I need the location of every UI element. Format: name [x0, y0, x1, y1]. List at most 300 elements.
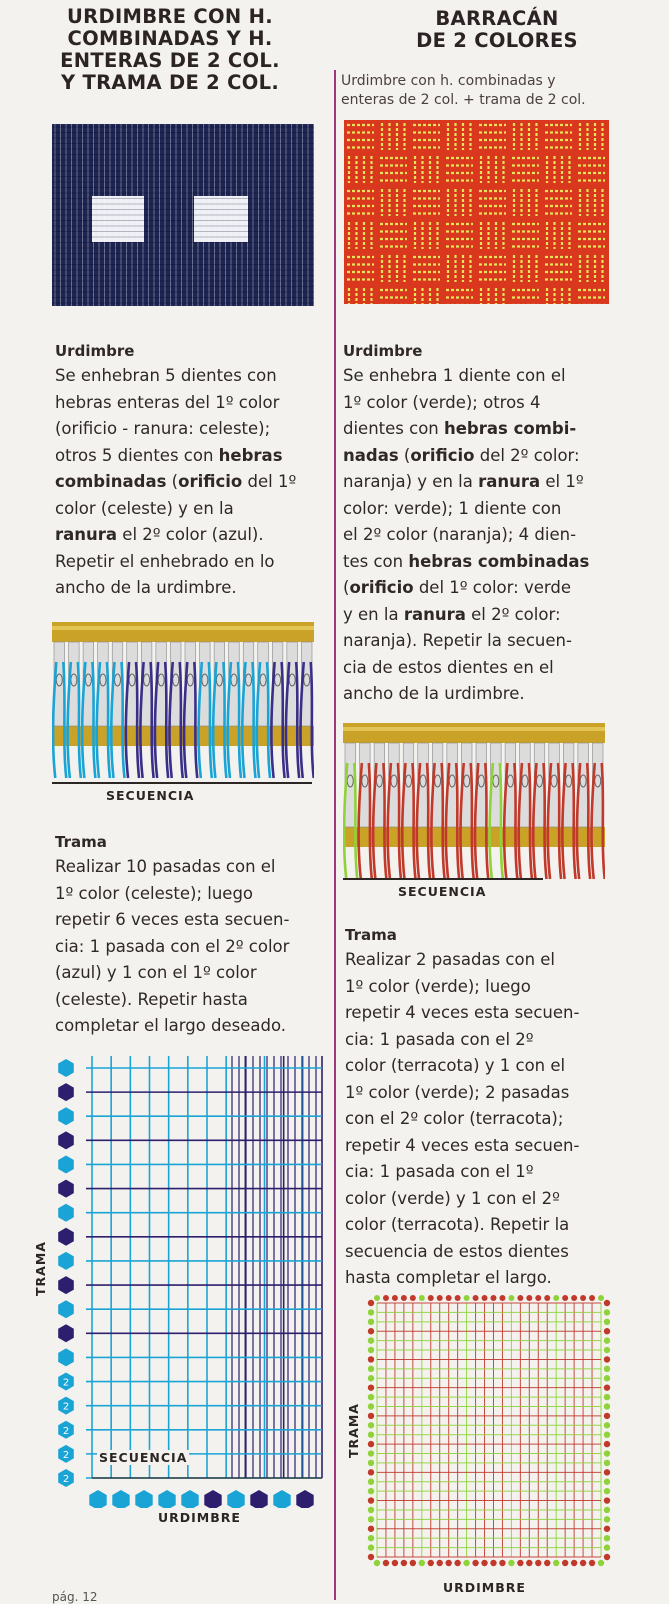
weft-marker: [58, 1180, 74, 1198]
text-line: [343, 575, 669, 602]
warp-marker: [535, 1560, 541, 1566]
left-fabric-photo: [52, 124, 314, 306]
weft-marker: [368, 1375, 374, 1381]
weft-marker: [368, 1432, 374, 1438]
warp-thread: [311, 662, 314, 778]
text-line: [345, 974, 669, 1001]
title-line: DE 2 COLORES: [416, 29, 578, 52]
warp-marker: [481, 1560, 487, 1566]
left-urdimbre-section: [55, 340, 327, 602]
bold-term: orificio: [178, 472, 243, 491]
warp-marker: [517, 1560, 523, 1566]
warp-marker: [158, 1490, 175, 1508]
text-segment: del 1º: [242, 472, 297, 491]
text-segment: color (terracota). Repetir la: [345, 1215, 570, 1234]
warp-marker: [374, 1295, 380, 1301]
text-segment: (azul) y 1 con el 1º color: [55, 963, 257, 982]
left-urdimbre-text: [55, 363, 327, 602]
bold-term: orificio: [410, 445, 475, 465]
weft-marker: [58, 1276, 74, 1294]
warp-thread: [427, 763, 430, 879]
weft-marker: [368, 1479, 374, 1485]
warp-marker: [598, 1560, 604, 1566]
warp-thread: [602, 763, 605, 879]
warp-thread: [514, 763, 517, 879]
text-line: [345, 1080, 669, 1107]
bold-term: ranura: [55, 525, 118, 544]
text-segment: hebras enteras del 1º color: [55, 392, 280, 412]
warp-thread: [485, 763, 488, 879]
weft-marker: [368, 1356, 374, 1362]
text-line: [343, 549, 669, 576]
text-segment: repetir 6 veces esta secuen-: [55, 910, 290, 929]
warp-marker: [401, 1560, 407, 1566]
text-line: [343, 628, 669, 655]
warp-marker: [526, 1295, 532, 1301]
weft-marker: [368, 1469, 374, 1475]
weft-marker: [58, 1107, 74, 1125]
text-segment: cia: 1 pasada con el 2º: [345, 1029, 534, 1049]
bold-term: ranura: [478, 472, 541, 491]
text-line: [55, 934, 327, 961]
bold-term: hebras combi-: [444, 419, 577, 438]
title-line: Y TRAMA DE 2 COL.: [60, 71, 280, 94]
text-segment: completar el largo deseado.: [55, 1016, 287, 1035]
weft-marker: [604, 1479, 610, 1485]
text-line: [55, 390, 327, 417]
warp-marker: [374, 1560, 380, 1566]
warp-thread: [92, 662, 95, 778]
warp-thread: [122, 662, 125, 778]
warp-marker: [455, 1295, 461, 1301]
text-segment: cia: 1 pasada con el 2º color: [55, 936, 290, 956]
text-segment: del 2º color:: [474, 445, 580, 465]
warp-marker: [553, 1560, 559, 1566]
warp-thread: [442, 763, 445, 879]
warp-thread: [282, 662, 285, 778]
text-line: [343, 496, 669, 523]
weft-marker: [604, 1328, 610, 1334]
warp-thread: [413, 763, 416, 879]
warp-marker: [392, 1295, 398, 1301]
weft-marker: [604, 1526, 610, 1532]
weft-marker: [58, 1059, 74, 1077]
weft-marker: [368, 1422, 374, 1428]
bold-term: nadas: [343, 445, 399, 465]
text-line: [345, 1000, 669, 1027]
text-line: [55, 960, 327, 987]
weft-marker: [58, 1300, 74, 1318]
text-segment: Se enhebra 1 diente con el: [343, 366, 566, 385]
warp-marker: [181, 1490, 198, 1508]
text-segment: Realizar 2 pasadas con el: [345, 950, 556, 969]
warp-marker: [472, 1560, 478, 1566]
reed-top-bar: [343, 723, 605, 743]
weft-marker: [604, 1469, 610, 1475]
reed-top-highlight: [343, 727, 605, 731]
text-line: [343, 602, 669, 629]
left-secuencia-line: [52, 782, 312, 784]
warp-thread: [209, 662, 212, 778]
left-trama-text: [55, 854, 327, 1040]
text-line: [55, 522, 327, 549]
warp-thread: [544, 763, 547, 879]
text-line: [345, 1133, 669, 1160]
text-line: [55, 854, 327, 881]
weft-marker: [604, 1507, 610, 1513]
text-segment: el 2º color:: [465, 604, 561, 624]
weft-marker: [604, 1384, 610, 1390]
title-line: URDIMBRE CON H.: [67, 5, 273, 28]
warp-thread: [573, 763, 576, 879]
warp-marker: [112, 1490, 129, 1508]
text-segment: repetir 4 veces esta secuen-: [345, 1003, 580, 1022]
warp-marker: [562, 1295, 568, 1301]
warp-marker: [553, 1295, 559, 1301]
left-weave-grid: [50, 1048, 326, 1508]
text-line: [55, 469, 327, 496]
text-segment: ancho de la urdimbre.: [343, 684, 525, 703]
warp-marker: [571, 1560, 577, 1566]
text-segment: color: verde); 1 diente con: [343, 498, 562, 518]
text-line: [55, 575, 327, 602]
warp-marker: [437, 1295, 443, 1301]
warp-marker: [508, 1560, 514, 1566]
warp-thread: [383, 763, 386, 879]
text-segment: el 2º color (azul).: [117, 525, 264, 544]
weft-marker: [604, 1337, 610, 1343]
warp-marker: [526, 1560, 532, 1566]
warp-marker: [517, 1295, 523, 1301]
text-line: [345, 1212, 669, 1239]
text-line: [345, 1159, 669, 1186]
weft-marker: [604, 1347, 610, 1353]
weft-marker: [368, 1450, 374, 1456]
weft-marker: [368, 1347, 374, 1353]
text-segment: Repetir el enhebrado en lo: [55, 551, 275, 571]
right-secuencia-label: SECUENCIA: [398, 884, 487, 899]
weft-marker: [58, 1083, 74, 1101]
right-weave-grid: [363, 1295, 615, 1577]
weft-marker: [368, 1526, 374, 1532]
warp-marker: [410, 1295, 416, 1301]
warp-marker: [499, 1560, 505, 1566]
warp-thread: [354, 763, 357, 879]
left-reed-diagram: [52, 622, 314, 782]
warp-marker: [463, 1560, 469, 1566]
warp-thread: [398, 763, 401, 879]
weft-marker: [368, 1337, 374, 1343]
warp-marker: [562, 1560, 568, 1566]
weft-marker: [604, 1432, 610, 1438]
text-line: [345, 1265, 669, 1292]
warp-marker: [589, 1560, 595, 1566]
text-segment: Realizar 10 pasadas con el: [55, 857, 276, 876]
text-segment: el 2º color (naranja); 4 dien-: [343, 525, 577, 544]
weft-marker: [58, 1156, 74, 1174]
weft-marker: [604, 1403, 610, 1409]
left-trama-axis-label: TRAMA: [33, 1241, 48, 1296]
left-urdimbre-axis-label: URDIMBRE: [158, 1510, 241, 1525]
warp-marker: [464, 1295, 470, 1301]
warp-marker: [482, 1295, 488, 1301]
text-segment: y en la: [343, 604, 404, 624]
warp-marker: [250, 1490, 267, 1508]
text-line: [343, 363, 669, 390]
text-segment: (: [343, 578, 350, 597]
text-segment: (celeste). Repetir hasta: [55, 989, 248, 1009]
weft-marker: [58, 1324, 74, 1342]
weft-marker: [604, 1450, 610, 1456]
bold-term: hebras: [218, 445, 283, 465]
warp-marker: [401, 1295, 407, 1301]
title-line: COMBINADAS Y H.: [67, 27, 273, 50]
text-segment: secuencia de estos dientes: [345, 1241, 569, 1261]
text-line: [55, 549, 327, 576]
warp-thread: [180, 662, 183, 778]
weft-marker: [604, 1309, 610, 1315]
weft-marker: [368, 1366, 374, 1372]
text-line: [343, 443, 669, 470]
weft-marker: [58, 1252, 74, 1270]
right-trama-section: [345, 924, 669, 1292]
weft-marker-number: 2: [62, 1425, 70, 1437]
right-urdimbre-heading: Urdimbre: [343, 342, 423, 360]
warp-marker: [446, 1295, 452, 1301]
weft-marker: [604, 1460, 610, 1466]
weft-marker: [368, 1309, 374, 1315]
text-segment: color (terracota) y 1 con el: [345, 1056, 566, 1075]
weft-marker: [604, 1356, 610, 1362]
warp-marker: [454, 1560, 460, 1566]
text-line: [345, 1027, 669, 1054]
weft-marker: [604, 1319, 610, 1325]
warp-thread: [223, 662, 226, 778]
warp-marker: [535, 1295, 541, 1301]
weft-marker: [368, 1394, 374, 1400]
weft-marker: [604, 1535, 610, 1541]
weft-marker: [58, 1204, 74, 1222]
text-segment: del 1º color: verde: [413, 578, 571, 597]
weft-marker: [604, 1497, 610, 1503]
text-line: [55, 363, 327, 390]
left-title: [35, 6, 305, 94]
warp-thread: [529, 763, 532, 879]
warp-marker: [580, 1560, 586, 1566]
text-segment: (orificio - ranura: celeste);: [55, 419, 271, 438]
right-urdimbre-axis-label: URDIMBRE: [443, 1580, 526, 1595]
warp-thread: [456, 763, 459, 879]
warp-thread: [500, 763, 503, 879]
warp-marker: [544, 1560, 550, 1566]
text-segment: cia: 1 pasada con el 1º: [345, 1162, 534, 1181]
warp-marker: [571, 1295, 577, 1301]
left-urdimbre-heading: Urdimbre: [55, 342, 135, 360]
warp-thread: [107, 662, 110, 778]
text-segment: ancho de la urdimbre.: [55, 578, 237, 597]
weft-marker: [368, 1516, 374, 1522]
warp-thread: [165, 662, 168, 778]
weft-marker: [368, 1413, 374, 1419]
text-line: [55, 1013, 327, 1040]
warp-marker: [135, 1490, 152, 1508]
warp-marker: [499, 1295, 505, 1301]
weft-marker: [604, 1516, 610, 1522]
right-trama-axis-label: TRAMA: [346, 1403, 361, 1458]
warp-marker: [589, 1295, 595, 1301]
text-segment: con el 2º color (terracota);: [345, 1109, 564, 1128]
weft-marker: [368, 1497, 374, 1503]
left-trama-heading: Trama: [55, 833, 107, 851]
warp-marker: [383, 1295, 389, 1301]
reed-top-highlight: [52, 626, 314, 630]
warp-marker: [508, 1295, 514, 1301]
weft-marker: [604, 1488, 610, 1494]
right-trama-heading: Trama: [345, 926, 397, 944]
subtitle-line: Urdimbre con h. combinadas y: [341, 73, 556, 89]
warp-marker: [580, 1295, 586, 1301]
left-trama-section: [55, 831, 327, 1040]
warp-marker: [419, 1295, 425, 1301]
title-line: BARRACÁN: [435, 7, 559, 30]
left-grid-secuencia-label: SECUENCIA: [99, 1450, 188, 1465]
text-segment: el 1º: [540, 472, 584, 491]
weft-marker: [58, 1131, 74, 1149]
page-number: pág. 12: [52, 1590, 98, 1604]
warp-marker: [428, 1295, 434, 1301]
text-line: [343, 655, 669, 682]
text-segment: 1º color (verde); luego: [345, 976, 531, 996]
text-line: [55, 881, 327, 908]
warp-marker: [89, 1490, 106, 1508]
weft-marker: [368, 1328, 374, 1334]
text-segment: (: [166, 472, 179, 491]
weft-marker: [368, 1384, 374, 1390]
warp-thread: [558, 763, 561, 879]
warp-thread: [253, 662, 256, 778]
reed-top-bar: [52, 622, 314, 642]
weft-marker: [368, 1488, 374, 1494]
text-line: [55, 987, 327, 1014]
title-line: ENTERAS DE 2 COL.: [60, 49, 280, 72]
text-segment: color (verde) y 1 con el 2º: [345, 1188, 560, 1208]
warp-marker: [392, 1560, 398, 1566]
warp-thread: [267, 662, 270, 778]
warp-marker: [273, 1490, 290, 1508]
text-line: [345, 1106, 669, 1133]
warp-thread: [63, 662, 66, 778]
warp-marker: [419, 1560, 425, 1566]
text-line: [55, 496, 327, 523]
weft-marker: [368, 1403, 374, 1409]
weft-marker-number: 2: [62, 1474, 70, 1485]
text-segment: tes con: [343, 551, 409, 571]
warp-thread: [238, 662, 241, 778]
right-secuencia-line: [343, 878, 543, 880]
text-line: [343, 390, 669, 417]
text-line: [343, 469, 669, 496]
weft-marker: [604, 1413, 610, 1419]
text-segment: Se enhebran 5 dientes con: [55, 366, 277, 385]
text-line: [55, 443, 327, 470]
bold-term: orificio: [349, 578, 414, 597]
text-line: [345, 1186, 669, 1213]
warp-thread: [151, 662, 154, 778]
weft-marker: [604, 1554, 610, 1560]
right-trama-text: [345, 947, 669, 1292]
text-line: [343, 681, 669, 708]
text-segment: (: [398, 445, 411, 465]
text-segment: 1º color (verde); 2 pasadas: [345, 1082, 570, 1102]
text-segment: naranja) y en la: [343, 472, 479, 491]
right-urdimbre-section: [343, 340, 669, 708]
text-line: [345, 947, 669, 974]
warp-marker: [598, 1295, 604, 1301]
weft-marker: [368, 1554, 374, 1560]
warp-marker: [227, 1490, 244, 1508]
weft-marker: [604, 1544, 610, 1550]
weft-marker: [604, 1366, 610, 1372]
warp-marker: [490, 1295, 496, 1301]
weft-marker-number: 2: [62, 1377, 70, 1389]
text-line: [55, 416, 327, 443]
text-segment: 1º color (verde); otros 4: [343, 392, 541, 412]
warp-marker: [383, 1560, 389, 1566]
weft-marker: [604, 1375, 610, 1381]
weft-marker: [368, 1535, 374, 1541]
warp-marker: [473, 1295, 479, 1301]
text-segment: repetir 4 veces esta secuen-: [345, 1135, 580, 1155]
right-urdimbre-text: [343, 363, 669, 708]
right-title: [377, 8, 617, 52]
left-secuencia-label: SECUENCIA: [106, 788, 195, 803]
weft-marker: [368, 1507, 374, 1513]
warp-marker: [296, 1490, 313, 1508]
right-fabric-photo: [344, 120, 609, 304]
weft-marker: [368, 1544, 374, 1550]
text-segment: dientes con: [343, 419, 444, 438]
text-line: [343, 416, 669, 443]
warp-marker: [445, 1560, 451, 1566]
right-subtitle: [341, 72, 669, 110]
text-segment: 1º color (celeste); luego: [55, 883, 254, 903]
weft-marker-number: 2: [62, 1401, 70, 1413]
weft-marker-number: 2: [62, 1449, 70, 1461]
right-reed-diagram: [343, 723, 605, 883]
warp-marker: [204, 1490, 221, 1508]
text-segment: hasta completar el largo.: [345, 1268, 552, 1287]
weft-marker: [58, 1348, 74, 1366]
warp-marker: [428, 1560, 434, 1566]
warp-thread: [587, 763, 590, 879]
bold-term: combinadas: [55, 472, 167, 491]
weft-marker: [604, 1441, 610, 1447]
warp-thread: [194, 662, 197, 778]
text-line: [345, 1239, 669, 1266]
weft-marker: [604, 1300, 610, 1306]
warp-thread: [369, 763, 372, 879]
warp-thread: [136, 662, 139, 778]
weft-marker: [368, 1319, 374, 1325]
warp-marker: [490, 1560, 496, 1566]
text-segment: color (celeste) y en la: [55, 498, 234, 518]
warp-thread: [296, 662, 299, 778]
warp-thread: [471, 763, 474, 879]
warp-thread: [78, 662, 81, 778]
weft-marker: [58, 1228, 74, 1246]
warp-marker: [544, 1295, 550, 1301]
text-segment: cia de estos dientes en el: [343, 657, 554, 677]
